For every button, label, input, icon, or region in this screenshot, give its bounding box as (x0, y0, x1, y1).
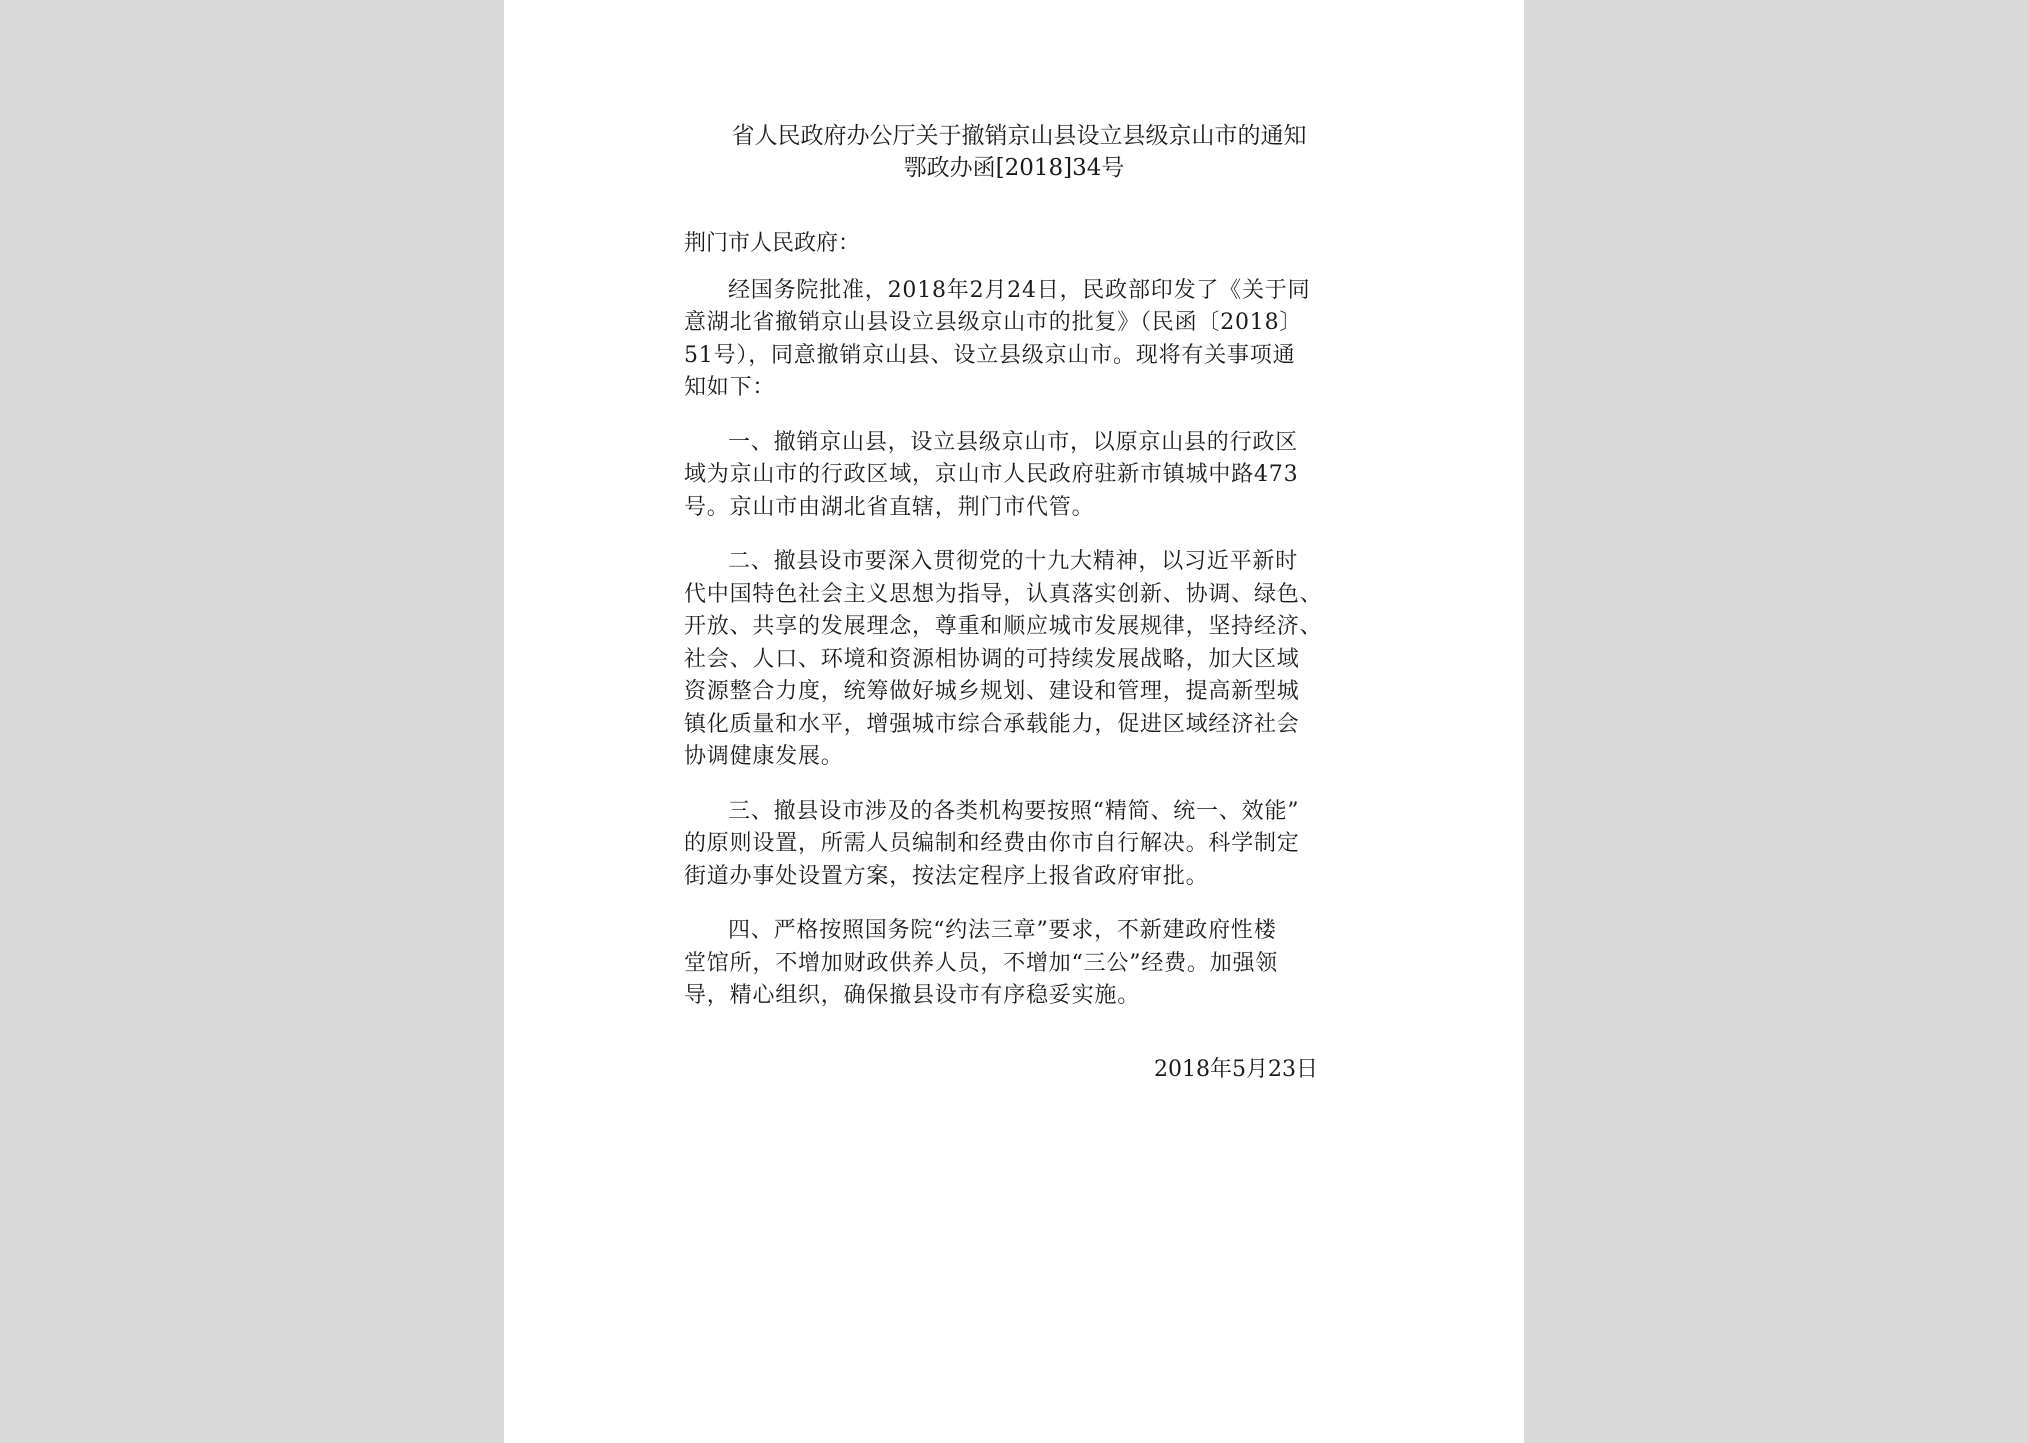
paragraph-item-4 (684, 915, 1344, 1013)
paragraph-intro (684, 275, 1344, 405)
paragraph-item-2 (684, 546, 1344, 774)
paragraph-line: 三、撤县设市涉及的各类机构要按照“精简、统一、效能” (728, 798, 1300, 824)
paragraph-item-3 (684, 796, 1344, 894)
paragraph-line: 二、撤县设市要深入贯彻党的十九大精神，以习近平新时 (728, 549, 1299, 574)
document-date: 2018年5月23日 (1154, 1057, 1318, 1082)
paragraph-line: 的原则设置，所需人员编制和经费由你市自行解决。科学制定 (684, 831, 1300, 856)
paragraph-line: 堂馆所，不增加财政供养人员，不增加“三公”经费。加强领 (684, 950, 1279, 976)
paragraph-line: 镇化质量和水平，增强城市综合承载能力，促进区域经济社会 (684, 711, 1300, 737)
paragraph-line: 协调健康发展。 (684, 744, 844, 769)
document-page (504, 0, 1524, 1443)
paragraph-line: 知如下： (684, 375, 776, 400)
paragraph-line: 51号），同意撤销京山县、设立县级京山市。现将有关事项通 (684, 342, 1296, 368)
paragraph-line: 导，精心组织，确保撤县设市有序稳妥实施。 (684, 983, 1141, 1008)
paragraph-line: 街道办事处设置方案，按法定程序上报省政府审批。 (684, 863, 1209, 889)
salutation: 荆门市人民政府： (684, 231, 861, 256)
paragraph-line: 开放、共享的发展理念，尊重和顺应城市发展规律，坚持经济、 (684, 614, 1323, 639)
paragraph-line: 社会、人口、环境和资源相协调的可持续发展战略，加大区域 (684, 646, 1300, 672)
paragraph-line: 域为京山市的行政区域，京山市人民政府驻新市镇城中路473 (684, 462, 1299, 487)
paragraph-line: 经国务院批准，2018年2月24日，民政部印发了《关于同 (728, 277, 1311, 303)
paragraph-line: 一、撤销京山县，设立县级京山市，以原京山县的行政区 (728, 429, 1299, 455)
document-body (684, 228, 1344, 1035)
paragraph-item-1 (684, 427, 1344, 525)
document-title: 省人民政府办公厅关于撤销京山县设立县级京山市的通知 (731, 123, 1307, 149)
paragraph-line: 资源整合力度，统筹做好城乡规划、建设和管理，提高新型城 (684, 679, 1300, 704)
document-header (504, 120, 1524, 184)
paragraph-line: 代中国特色社会主义思想为指导，认真落实创新、协调、绿色、 (684, 581, 1323, 607)
paragraph-line: 号。京山市由湖北省直辖，荆门市代管。 (684, 494, 1095, 520)
paragraph-line: 意湖北省撤销京山县设立县级京山市的批复》（民函〔2018〕 (684, 310, 1303, 335)
paragraph-line: 四、严格按照国务院“约法三章”要求，不新建政府性楼 (728, 918, 1277, 943)
document-number: 鄂政办函[2018]34号 (903, 155, 1125, 181)
